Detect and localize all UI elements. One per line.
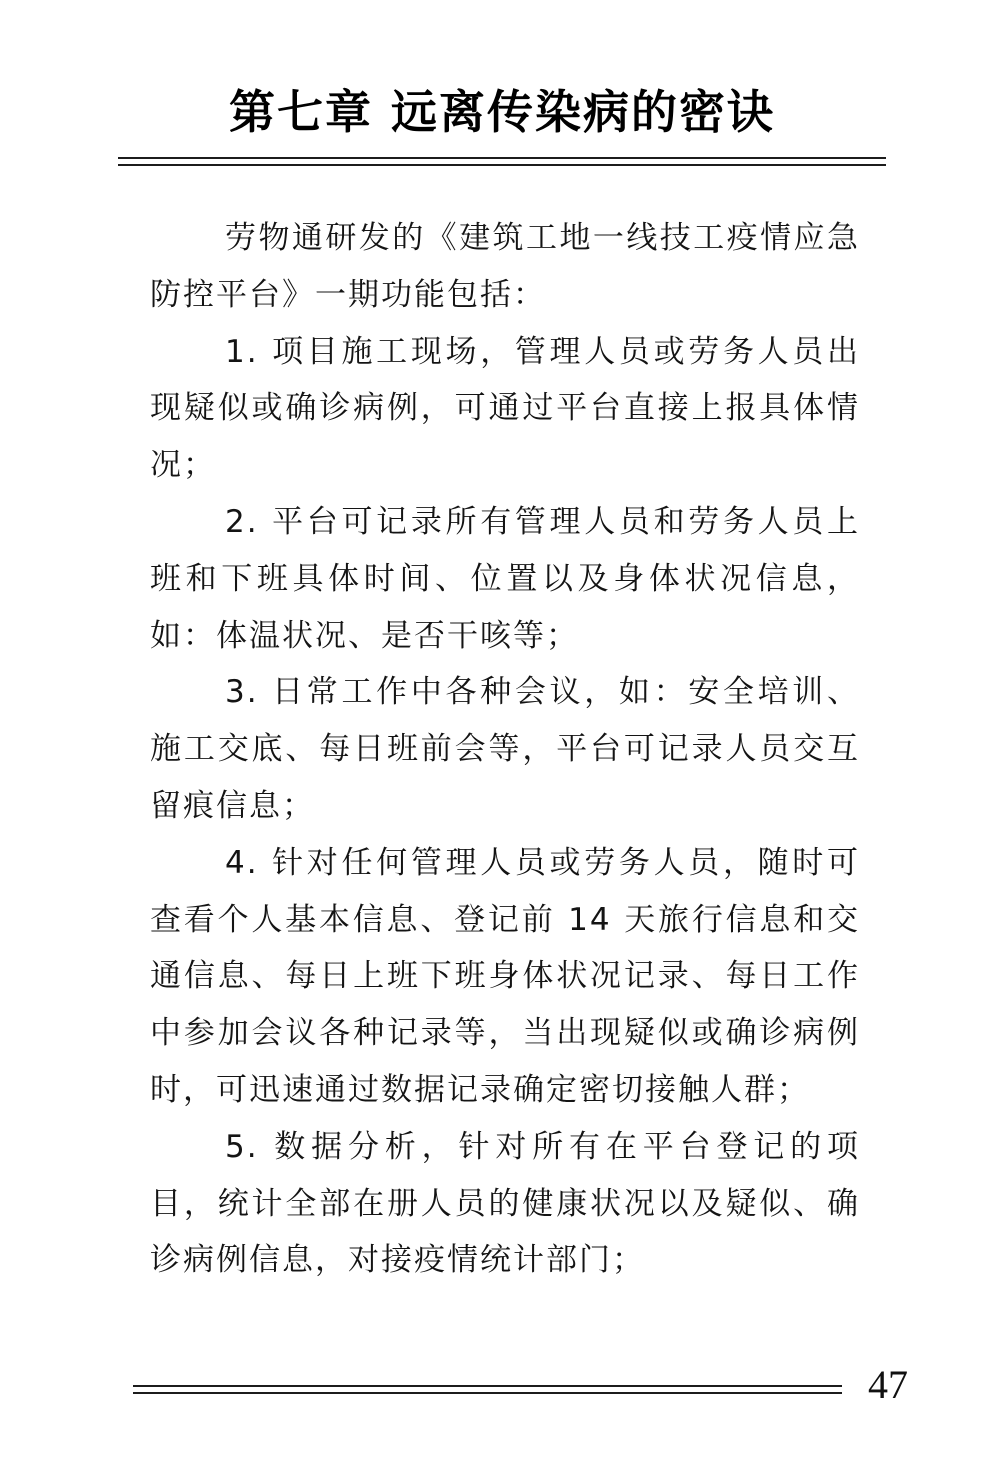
footer-rule-lower [133, 1392, 842, 1394]
function-item-4: 4. 针对任何管理人员或劳务人员，随时可查看个人基本信息、登记前 14 天旅行信息和交通信息、每日上班下班身体状况记录、每日工作中参加会议各种记录等，当出现疑似或确诊病例时，可迅速通过数据记录确定密切接触人群； [150, 844, 860, 1108]
function-item-2: 2. 平台可记录所有管理人员和劳务人员上班和下班具体时间、位置以及身体状况信息，如：体温状况、是否干咳等； [150, 503, 860, 654]
function-item-1: 1. 项目施工现场，管理人员或劳务人员出现疑似或确诊病例，可通过平台直接上报具体情况； [150, 333, 860, 484]
footer-rule-upper [133, 1385, 842, 1387]
header-rule-lower [118, 164, 886, 166]
function-item-3: 3. 日常工作中各种会议，如：安全培训、施工交底、每日班前会等，平台可记录人员交互留痕信息； [150, 674, 860, 824]
body-text [150, 210, 860, 1289]
page-number: 47 [868, 1362, 908, 1407]
header-rule-upper [118, 157, 886, 159]
chapter-title: 第七章 远离传染病的密诀 [228, 85, 775, 139]
function-item-5: 5. 数据分析，针对所有在平台登记的项目，统计全部在册人员的健康状况以及疑似、确诊病例信息，对接疫情统计部门； [150, 1128, 860, 1279]
intro-paragraph: 劳物通研发的《建筑工地一线技工疫情应急防控平台》一期功能包括： [150, 220, 860, 313]
